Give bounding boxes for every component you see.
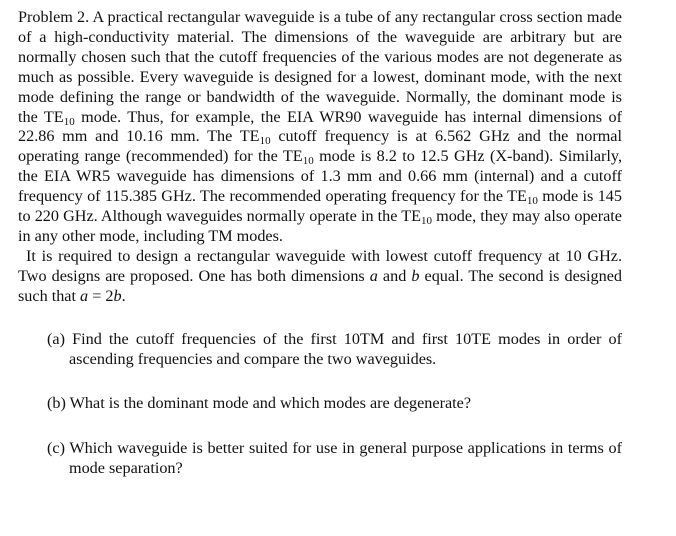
mode-te10: $TE_{10}$ [401, 207, 433, 228]
question-c [47, 439, 622, 479]
question-list [18, 330, 622, 480]
intro-text-3: cutoff frequency is at 6.562 GHz and the normal operating range (recommended) for the [18, 127, 622, 166]
question-a-text: Find the cutoff frequencies of the first 10TM and first 10TE modes in order of ascending frequencies and compare the two waveguides. [69, 329, 623, 368]
intro-text-4: mode is 8.2 to 12.5 GHz (X-band). Similarly, the EIA WR5 waveguide has dimensions of 1.3 mm and 0.66 mm (internal) and a cutoff frequency of 115.385 GHz. The recommended operating frequency for the [18, 147, 622, 206]
mode-te10: $TE_{10}$ [282, 147, 314, 168]
requirement-text-3: equal. The second is designed such that [18, 266, 623, 305]
intro-text-2: mode. Thus, for example, the EIA WR90 waveguide has internal dimensions of 22.86 mm and 10.16 mm. The [18, 107, 623, 146]
problem-intro-paragraph [18, 8, 622, 247]
variable-b: b [113, 286, 122, 305]
mode-te10: $TE_{10}$ [507, 187, 538, 208]
question-a [47, 330, 622, 370]
intro-text-6: mode, they may also operate in any other mode, including TM modes. [18, 207, 622, 245]
question-a-label: (a) [47, 329, 65, 348]
question-b-label: (b) [47, 394, 66, 413]
requirement-paragraph: It is required to design a rectangular waveguide with lowest cutoff frequency at 10 GHz. Two designs are proposed. One has both dimensions a and b equal. The second is designed such that a = 2b. [18, 246, 623, 305]
question-c-label: (c) [47, 439, 65, 458]
question-c-text: Which waveguide is better suited for use in general purpose applications in terms of mode separation? [69, 439, 622, 478]
problem-document [18, 8, 622, 504]
variable-a: a [369, 266, 378, 285]
intro-text-5: mode is 145 to 220 GHz. Although waveguides normally operate in the [18, 187, 622, 226]
variable-b: b [411, 266, 420, 285]
variable-a: a [80, 286, 89, 305]
mode-te10: $TE_{10}$ [239, 127, 271, 148]
intro-text-1: Problem 2. A practical rectangular waveguide is a tube of any rectangular cross section made of a high-conductivity material. The dimensions of the waveguide are arbitrary but are normally chosen such that the cutoff frequencies of the various modes are not degenerate as much as possible. Every waveguide is designed for a lowest, dominant mode, with the next mode defining the range or bandwidth of the waveguide. Normally, the dominant mode is the [18, 8, 622, 126]
question-b [47, 394, 622, 414]
requirement-text-1: It is required to design a rectangular waveguide with lowest cutoff frequency at 10 GHz. Two designs are proposed. One has both dimensions [18, 246, 622, 285]
mode-te10: $TE_{10}$ [43, 107, 75, 128]
question-b-text: What is the dominant mode and which modes are degenerate? [69, 394, 472, 413]
